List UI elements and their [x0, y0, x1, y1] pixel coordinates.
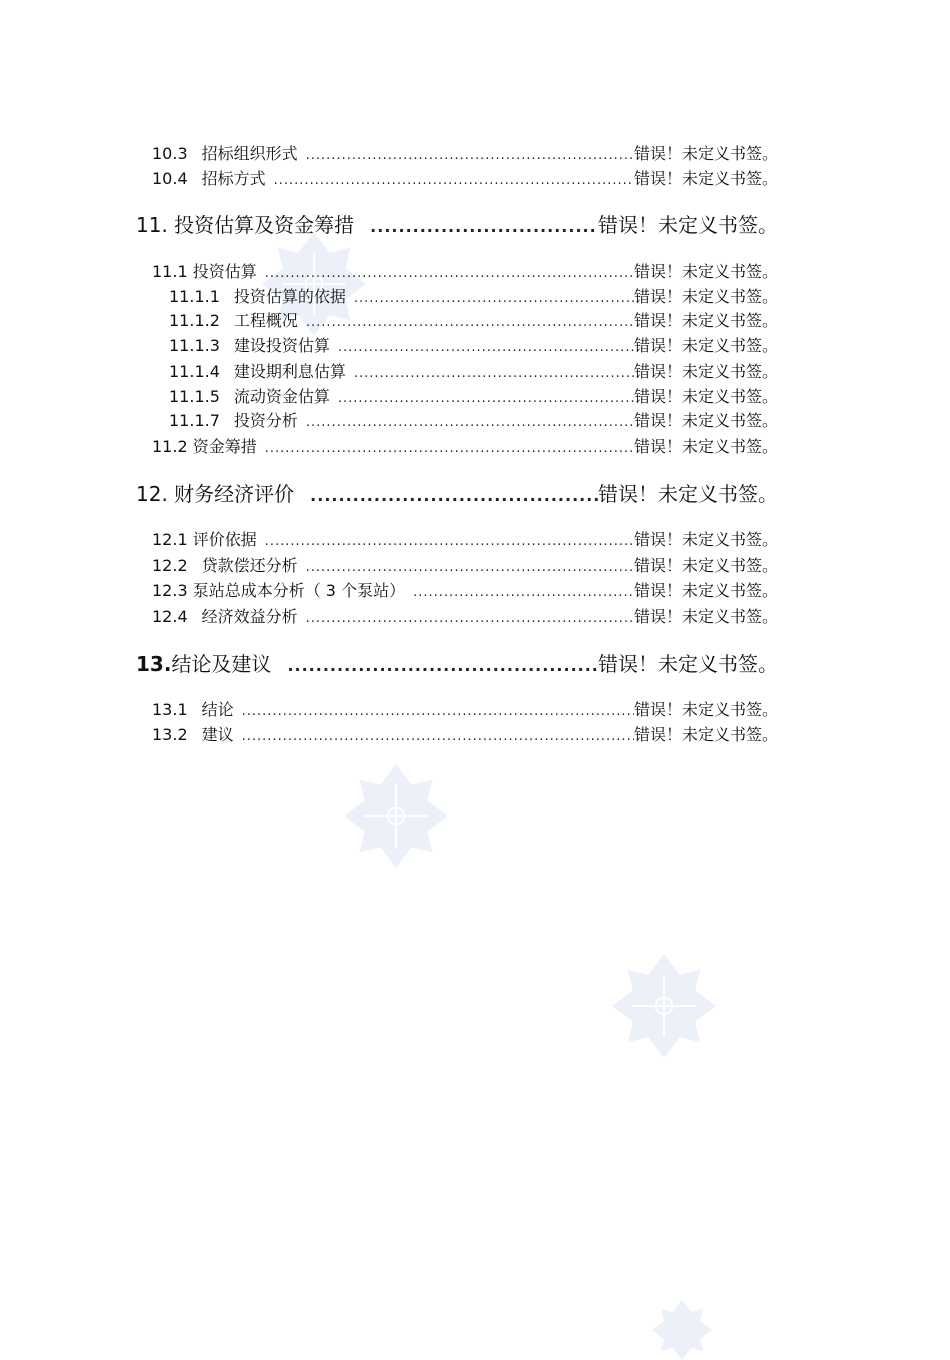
dot-leader	[306, 315, 634, 330]
toc-entry[interactable]	[0, 166, 950, 189]
toc-entry-label: 11.1.4 建设期利息估算	[169, 362, 346, 381]
toc-entry-label: 11.1.5 流动资金估算	[169, 387, 330, 406]
toc-entry-page-ref: 错误！未定义书签。	[633, 144, 778, 163]
toc-entry-page-ref: 错误！未定义书签。	[598, 482, 778, 506]
toc-entry[interactable]	[0, 553, 950, 576]
dot-leader	[287, 656, 598, 675]
toc-entry-label: 11.1.1 投资估算的依据	[169, 287, 346, 306]
toc-entry-label: 13.1 结论	[152, 700, 234, 719]
toc-chapter-entry[interactable]	[0, 209, 950, 238]
toc-entry-label: 11.1.3 建设投资估算	[169, 336, 330, 355]
dot-leader	[242, 729, 634, 744]
toc-entry-page-ref: 错误！未定义书签。	[633, 411, 778, 430]
dot-leader	[274, 173, 634, 188]
dot-leader	[338, 391, 634, 406]
toc-entry-page-ref: 错误！未定义书签。	[633, 556, 778, 575]
toc-entry-page-ref: 错误！未定义书签。	[633, 530, 778, 549]
toc-entry-label: 11.1.7 投资分析	[169, 411, 298, 430]
toc-entry-label: 12.3 泵站总成本分析（ 3 个泵站）	[152, 581, 406, 600]
dot-leader	[306, 560, 634, 575]
toc-entry-label: 12.2 贷款偿还分析	[152, 556, 298, 575]
toc-entry-page-ref: 错误！未定义书签。	[633, 581, 778, 600]
toc-chapter-entry[interactable]	[0, 648, 950, 677]
toc-entry[interactable]	[0, 359, 950, 382]
toc-entry-page-ref: 错误！未定义书签。	[633, 437, 778, 456]
toc-entry-page-ref: 错误！未定义书签。	[633, 287, 778, 306]
toc-entry-label: 11.1.2 工程概况	[169, 311, 298, 330]
toc-entry-page-ref: 错误！未定义书签。	[633, 607, 778, 626]
toc-entry[interactable]	[0, 697, 950, 720]
toc-entry-page-ref: 错误！未定义书签。	[598, 652, 778, 676]
toc-chapter-entry[interactable]	[0, 478, 950, 507]
toc-entry-page-ref: 错误！未定义书签。	[598, 213, 778, 237]
toc-entry-label: 10.3 招标组织形式	[152, 144, 298, 163]
dot-leader	[265, 441, 634, 456]
toc-entry-label: 12. 财务经济评价	[136, 482, 295, 506]
toc-entry[interactable]	[0, 434, 950, 457]
toc-entry[interactable]	[0, 141, 950, 164]
toc-entry-label: 11.2 资金筹措	[152, 437, 257, 456]
toc-entry-page-ref: 错误！未定义书签。	[633, 725, 778, 744]
toc-entry[interactable]	[0, 722, 950, 745]
toc-entry[interactable]	[0, 259, 950, 282]
dot-leader	[265, 534, 634, 549]
toc-entry-label: 12.4 经济效益分析	[152, 607, 298, 626]
dot-leader	[310, 486, 598, 505]
dot-leader	[354, 366, 634, 381]
toc-entry[interactable]	[0, 527, 950, 550]
toc-entry-label: 11. 投资估算及资金筹措	[136, 213, 355, 237]
toc-entry-page-ref: 错误！未定义书签。	[633, 387, 778, 406]
dot-leader	[354, 291, 634, 306]
dot-leader	[338, 340, 634, 355]
dot-leader	[242, 704, 634, 719]
dot-leader	[306, 148, 634, 163]
dot-leader	[306, 415, 634, 430]
toc-entry-page-ref: 错误！未定义书签。	[633, 336, 778, 355]
toc-entry[interactable]	[0, 578, 950, 601]
toc-entry[interactable]	[0, 604, 950, 627]
dot-leader	[370, 217, 598, 236]
toc-entry-page-ref: 错误！未定义书签。	[633, 169, 778, 188]
toc-entry-label: 13.2 建议	[152, 725, 234, 744]
toc-entry-page-ref: 错误！未定义书签。	[633, 311, 778, 330]
toc-entry-label: 12.1 评价依据	[152, 530, 257, 549]
toc-entry-page-ref: 错误！未定义书签。	[633, 262, 778, 281]
toc-entry[interactable]	[0, 384, 950, 407]
toc-entry-page-ref: 错误！未定义书签。	[633, 362, 778, 381]
toc-entry[interactable]	[0, 333, 950, 356]
toc-entry[interactable]	[0, 408, 950, 431]
toc-entry[interactable]	[0, 284, 950, 307]
dot-leader	[265, 266, 634, 281]
toc-entry-label: 13.结论及建议	[136, 652, 272, 676]
dot-leader	[413, 585, 634, 600]
toc-entry-page-ref: 错误！未定义书签。	[633, 700, 778, 719]
toc-entry-label: 11.1 投资估算	[152, 262, 257, 281]
dot-leader	[306, 611, 634, 626]
toc-entry[interactable]	[0, 308, 950, 331]
toc-entry-label: 10.4 招标方式	[152, 169, 266, 188]
